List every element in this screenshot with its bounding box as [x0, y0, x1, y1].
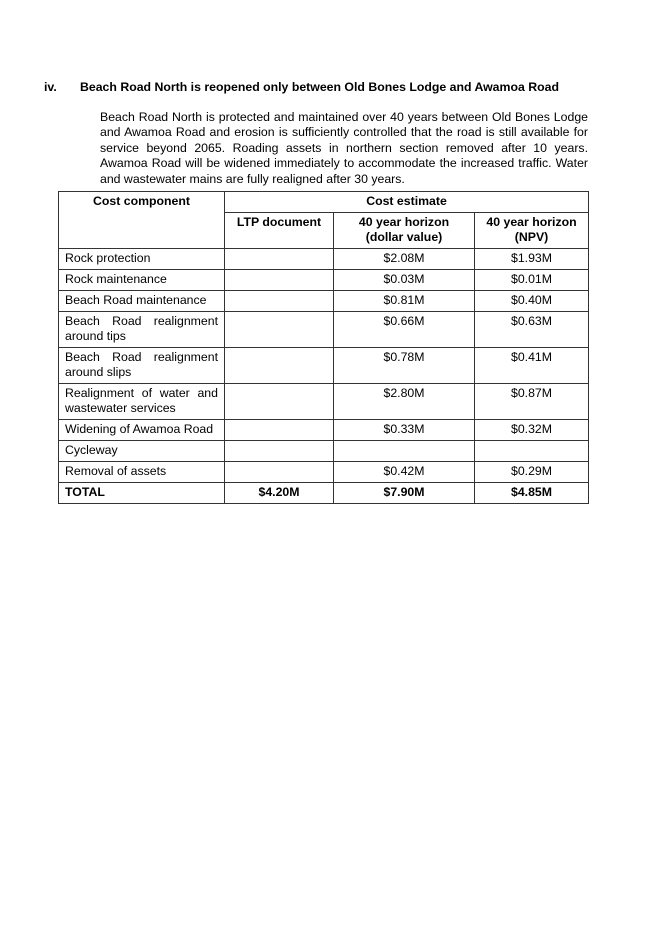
row-component: Beach Road maintenance — [59, 291, 225, 312]
row-dollar: $0.81M — [334, 291, 475, 312]
table-row — [59, 249, 589, 270]
row-npv: $0.41M — [475, 348, 589, 384]
row-dollar: $2.08M — [334, 249, 475, 270]
row-dollar: $0.66M — [334, 312, 475, 348]
row-component: Realignment of water and wastewater services — [59, 384, 225, 420]
row-component: Cycleway — [59, 441, 225, 462]
row-component: Rock protection — [59, 249, 225, 270]
header-ltp-document: LTP document — [225, 213, 334, 249]
table-row — [59, 441, 589, 462]
total-label: TOTAL — [59, 483, 225, 504]
row-ltp — [225, 462, 334, 483]
row-component: Widening of Awamoa Road — [59, 420, 225, 441]
row-ltp — [225, 420, 334, 441]
row-npv: $1.93M — [475, 249, 589, 270]
table-row — [59, 348, 589, 384]
table-row — [59, 420, 589, 441]
table-row — [59, 291, 589, 312]
header-horizon-dollar: 40 year horizon (dollar value) — [334, 213, 475, 249]
total-ltp: $4.20M — [225, 483, 334, 504]
table-row — [59, 462, 589, 483]
table-total-row — [59, 483, 589, 504]
row-npv: $0.40M — [475, 291, 589, 312]
row-ltp — [225, 291, 334, 312]
table-row — [59, 312, 589, 348]
header-cost-estimate: Cost estimate — [225, 192, 589, 213]
header-cost-component: Cost component — [59, 192, 225, 249]
row-dollar: $0.03M — [334, 270, 475, 291]
row-npv: $0.32M — [475, 420, 589, 441]
table-row — [59, 270, 589, 291]
row-component: Rock maintenance — [59, 270, 225, 291]
section-title: Beach Road North is reopened only between Old Bones Lodge and Awamoa Road — [80, 80, 559, 94]
table-row — [59, 384, 589, 420]
row-npv — [475, 441, 589, 462]
cost-table — [58, 191, 589, 504]
row-ltp — [225, 312, 334, 348]
section-heading — [44, 80, 559, 94]
row-dollar: $0.42M — [334, 462, 475, 483]
row-npv: $0.01M — [475, 270, 589, 291]
row-component: Beach Road realignment around tips — [59, 312, 225, 348]
row-ltp — [225, 348, 334, 384]
row-ltp — [225, 441, 334, 462]
row-dollar: $0.78M — [334, 348, 475, 384]
section-paragraph: Beach Road North is protected and maintained over 40 years between Old Bones Lodge and Awamoa Road and erosion is sufficiently controlled that the road is still available for service beyond 2065. Roading assets in northern section removed after 10 years. Awamoa Road will be widened immediately to accommodate the increased traffic. Water and wastewater mains are fully realigned after 30 years. — [100, 110, 588, 186]
total-npv: $4.85M — [475, 483, 589, 504]
section-number: iv. — [44, 80, 57, 94]
row-ltp — [225, 384, 334, 420]
header-horizon-npv: 40 year horizon (NPV) — [475, 213, 589, 249]
row-dollar: $0.33M — [334, 420, 475, 441]
row-ltp — [225, 249, 334, 270]
row-dollar — [334, 441, 475, 462]
row-component: Beach Road realignment around slips — [59, 348, 225, 384]
row-npv: $0.29M — [475, 462, 589, 483]
row-component: Removal of assets — [59, 462, 225, 483]
table-header-row — [59, 192, 589, 213]
row-ltp — [225, 270, 334, 291]
total-dollar: $7.90M — [334, 483, 475, 504]
row-npv: $0.63M — [475, 312, 589, 348]
row-npv: $0.87M — [475, 384, 589, 420]
row-dollar: $2.80M — [334, 384, 475, 420]
